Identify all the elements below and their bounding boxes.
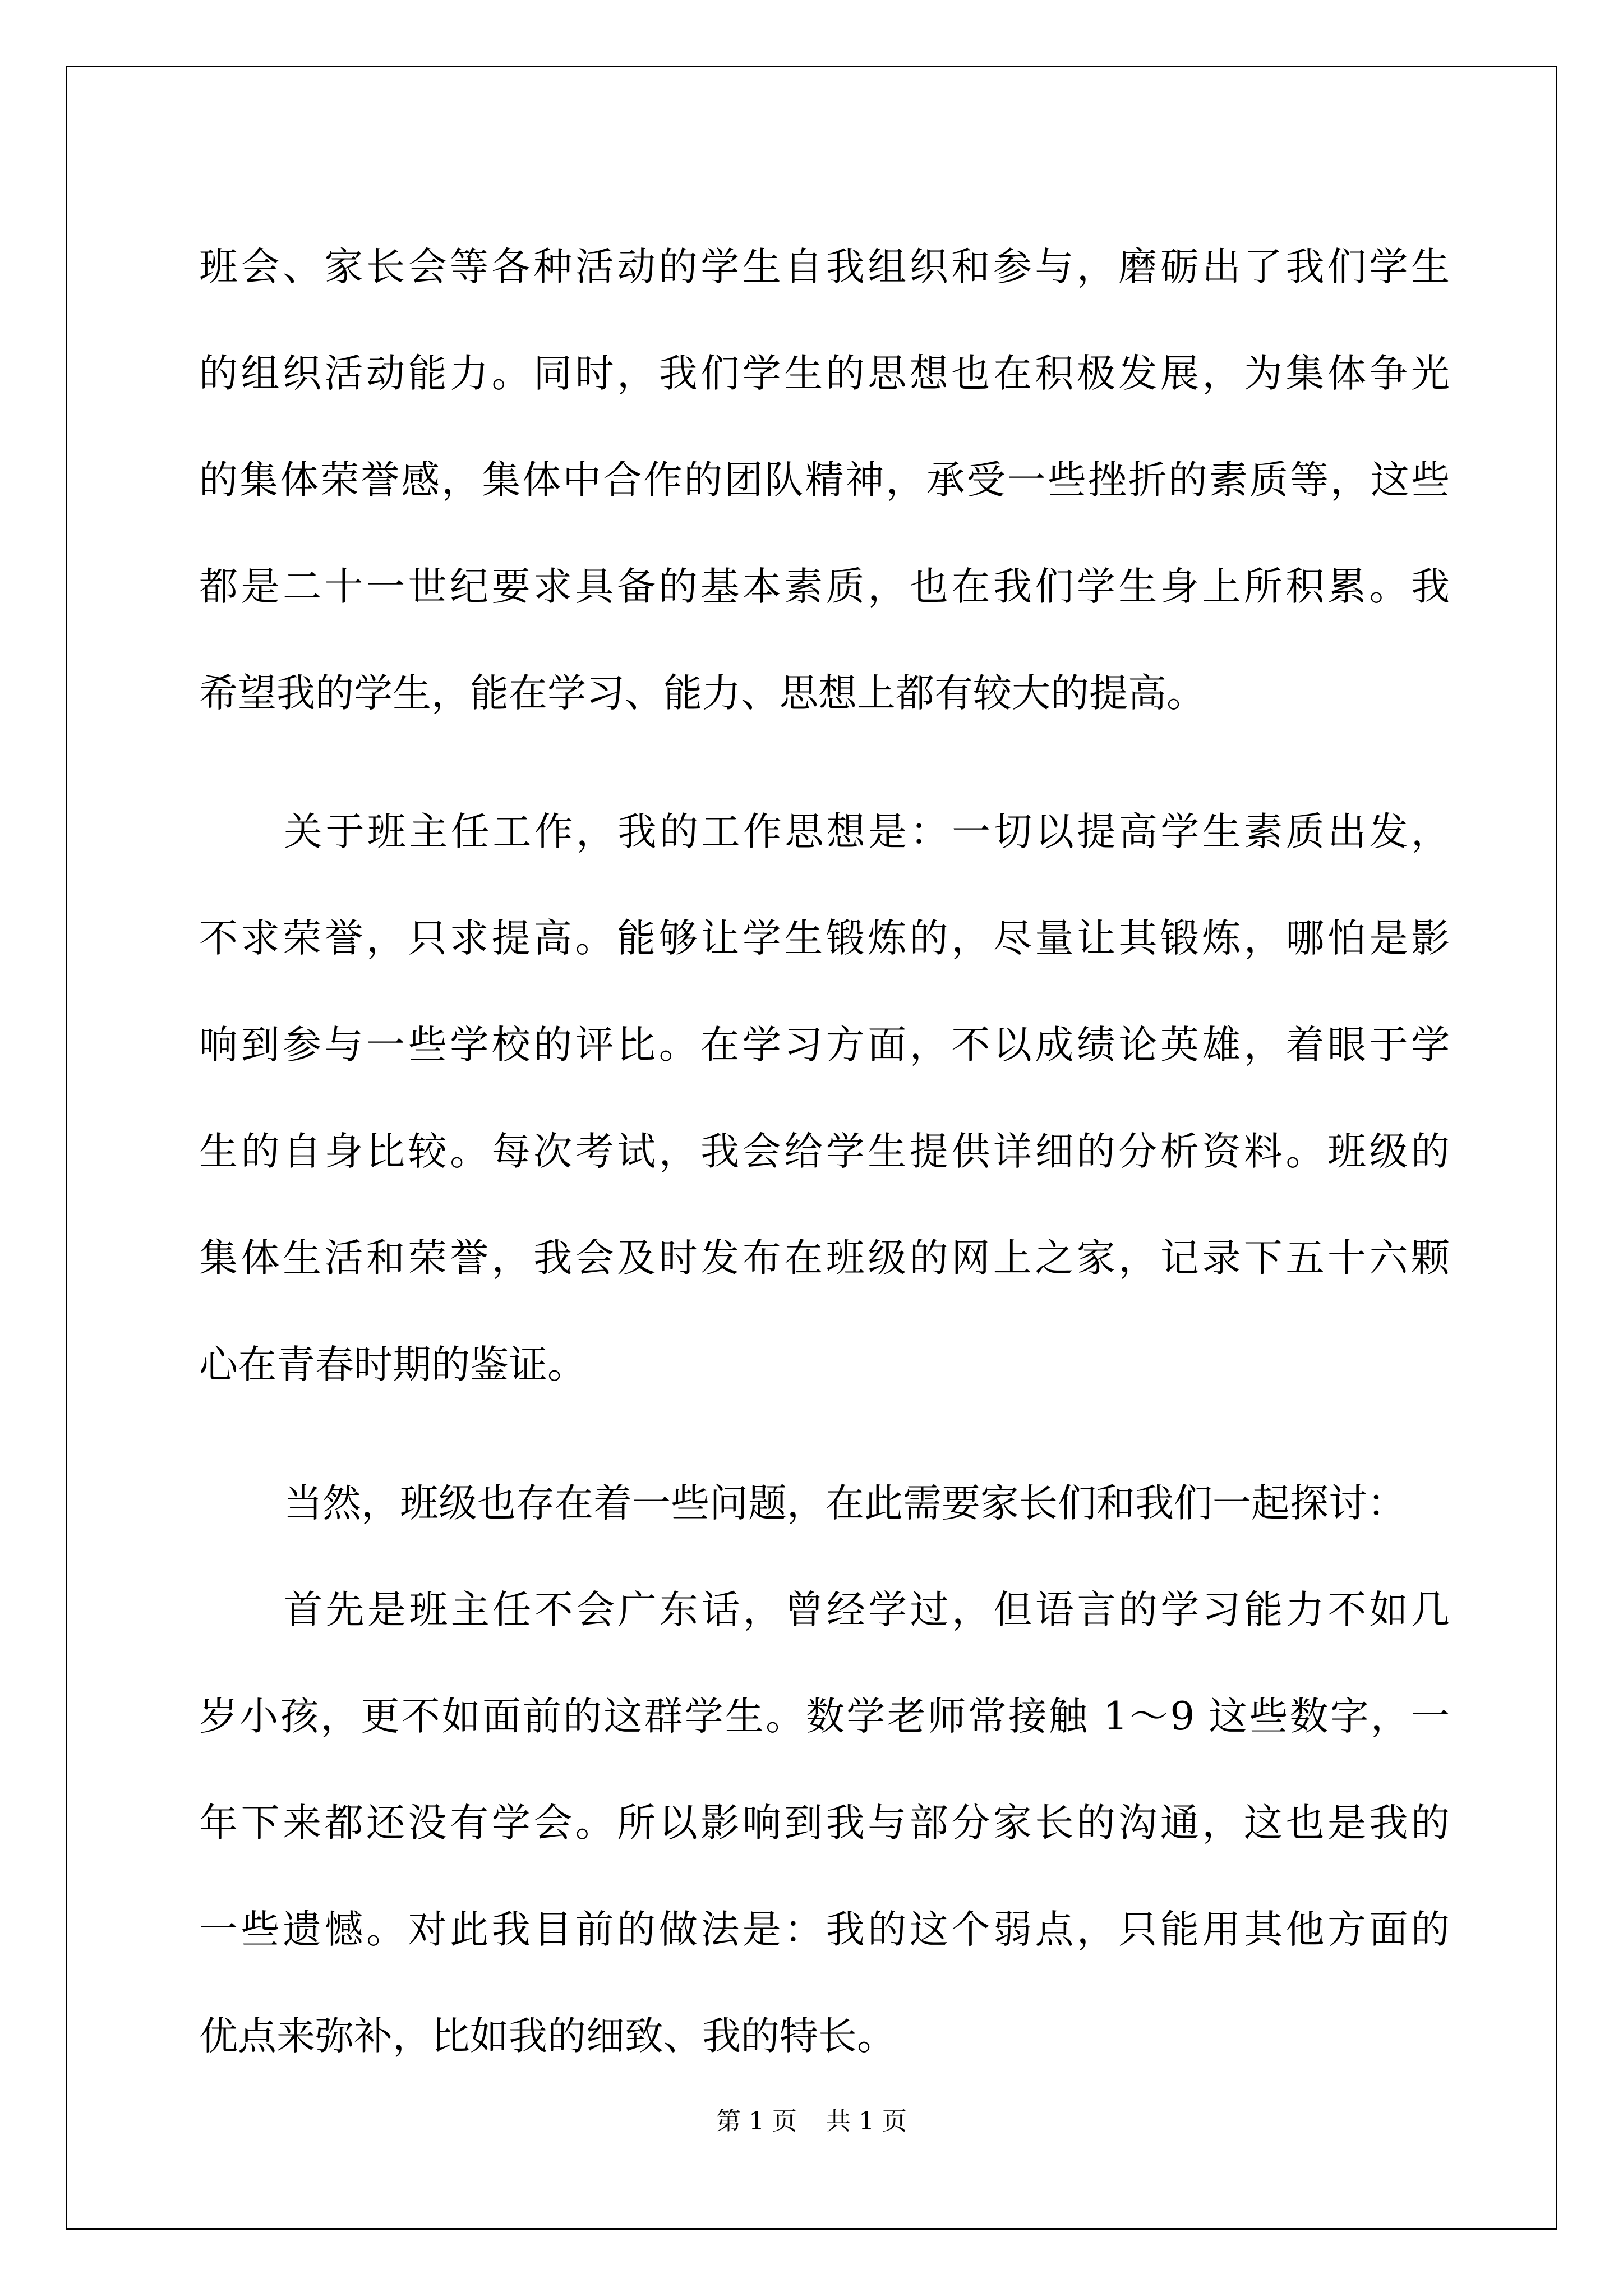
text-line: 希望我的学生，能在学习、能力、思想上都有较大的提高。 <box>199 671 1205 716</box>
page-footer <box>0 2101 1623 2137</box>
text-line: 关于班主任工作，我的工作思想是：一切以提高学生素质出发， <box>284 809 1450 854</box>
paragraph <box>199 779 1450 1418</box>
text-line: 生的自身比较。每次考试，我会给学生提供详细的分析资料。班级的 <box>199 1129 1450 1174</box>
text-line: 优点来弥补，比如我的细致、我的特长。 <box>199 2014 896 2059</box>
text-line: 首先是班主任不会广东话，曾经学过，但语言的学习能力不如几 <box>284 1588 1450 1632</box>
text-line: 的组织活动能力。同时，我们学生的思想也在积极发展，为集体争光 <box>199 351 1450 396</box>
text-line: 班会、家长会等各种活动的学生自我组织和参与，磨砺出了我们学生 <box>199 245 1450 289</box>
text-line: 岁小孩，更不如面前的这群学生。数学老师常接触 1～9 这些数字，一 <box>199 1694 1450 1739</box>
text-line: 响到参与一些学校的评比。在学习方面，不以成绩论英雄，着眼于学 <box>199 1023 1450 1068</box>
text-line: 集体生活和荣誉，我会及时发布在班级的网上之家，记录下五十六颗 <box>199 1236 1450 1281</box>
page-number: 第 1 页 <box>716 2107 797 2136</box>
text-line: 都是二十一世纪要求具备的基本素质，也在我们学生身上所积累。我 <box>199 564 1450 609</box>
paragraph <box>199 214 1450 747</box>
text-line: 不求荣誉，只求提高。能够让学生锻炼的，尽量让其锻炼，哪怕是影 <box>199 916 1450 961</box>
text-line: 年下来都还没有学会。所以影响到我与部分家长的沟通，这也是我的 <box>199 1801 1450 1846</box>
text-line: 一些遗憾。对此我目前的做法是：我的这个弱点，只能用其他方面的 <box>199 1907 1450 1952</box>
paragraph <box>199 1557 1450 2090</box>
text-line: 的集体荣誉感，集体中合作的团队精神，承受一些挫折的素质等，这些 <box>199 458 1450 503</box>
page-total: 共 1 页 <box>826 2107 907 2136</box>
text-line: 心在青春时期的鉴证。 <box>199 1342 586 1387</box>
text-line: 当然，班级也存在着一些问题，在此需要家长们和我们一起探讨： <box>284 1481 1406 1526</box>
document-body <box>199 214 1450 2090</box>
paragraph <box>199 1450 1450 1557</box>
